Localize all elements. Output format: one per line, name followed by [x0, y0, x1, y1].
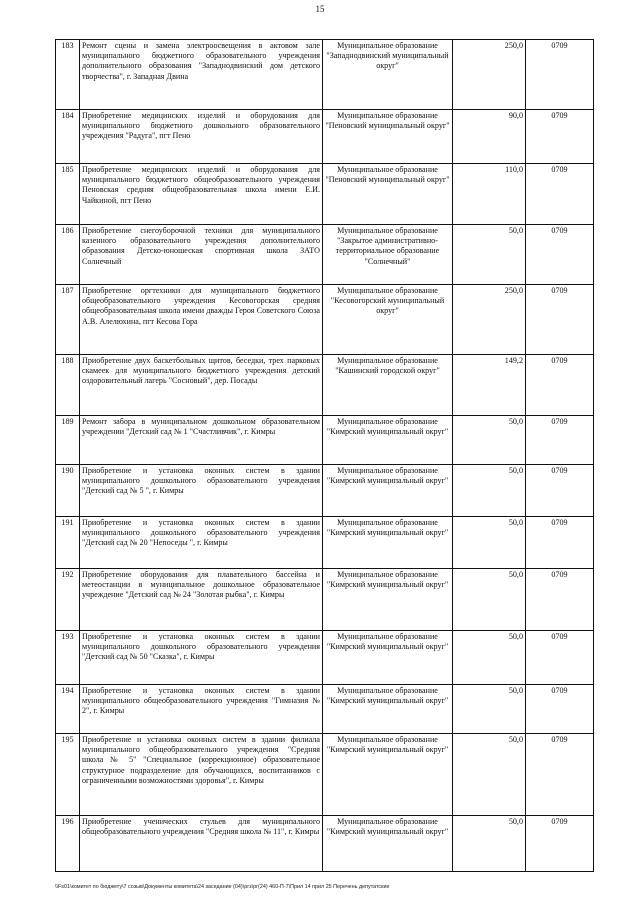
row-code: 0709 — [526, 734, 594, 816]
row-municipality: Муниципальное образование "Закрытое административно-территориальное образование "Солнечный" — [323, 225, 453, 285]
row-number: 191 — [56, 517, 80, 569]
row-municipality: Муниципальное образование "Кашинский городской округ" — [323, 355, 453, 416]
table-row — [56, 465, 594, 517]
table-row — [56, 517, 594, 569]
row-amount: 250,0 — [453, 40, 526, 110]
row-code: 0709 — [526, 164, 594, 225]
row-description: Ремонт сцены и замена электроосвещения в актовом зале муниципального бюджетного образовательного учреждения дополнительного образования "Западнодвинский дом детского творчества", г. Западная Двина — [80, 40, 323, 110]
page-number: 15 — [315, 4, 325, 14]
row-number: 187 — [56, 285, 80, 355]
row-number: 183 — [56, 40, 80, 110]
row-number: 188 — [56, 355, 80, 416]
table-row — [56, 110, 594, 164]
row-description: Приобретение оборудования для плавательного бассейна и метеостанции в муниципальное дошкольное образовательное учреждение "Детский сад № 24 "Золотая рыбка", г. Кимры — [80, 569, 323, 631]
row-amount: 250,0 — [453, 285, 526, 355]
row-code: 0709 — [526, 569, 594, 631]
row-number: 195 — [56, 734, 80, 816]
row-number: 189 — [56, 416, 80, 465]
row-code: 0709 — [526, 285, 594, 355]
row-code: 0709 — [526, 517, 594, 569]
table-row — [56, 225, 594, 285]
row-number: 196 — [56, 816, 80, 872]
allocation-table — [55, 39, 594, 872]
row-description: Приобретение и установка оконных систем в здании муниципального дошкольного образовательного учреждения "Детский сад № 50 "Сказка", г. Кимры — [80, 631, 323, 685]
row-municipality: Муниципальное образование "Кимрский муниципальный округ" — [323, 685, 453, 734]
row-amount: 90,0 — [453, 110, 526, 164]
table-row — [56, 285, 594, 355]
row-number: 185 — [56, 164, 80, 225]
row-description: Приобретение ученических стульев для муниципального общеобразовательного учреждения "Средняя школа № 11", г. Кимры — [80, 816, 323, 872]
row-amount: 110,0 — [453, 164, 526, 225]
table-row — [56, 734, 594, 816]
row-description: Приобретение медицинских изделий и оборудования для муниципального бюджетного дошкольного образовательного учреждения "Радуга", пгт Пено — [80, 110, 323, 164]
row-municipality: Муниципальное образование "Кимрский муниципальный округ" — [323, 517, 453, 569]
row-amount: 50,0 — [453, 685, 526, 734]
row-description: Приобретение и установка оконных систем в здании муниципального дошкольного образовательного учреждения "Детский сад № 5 ", г. Кимры — [80, 465, 323, 517]
row-code: 0709 — [526, 110, 594, 164]
row-municipality: Муниципальное образование "Пеновский муниципальный округ" — [323, 164, 453, 225]
table-row — [56, 685, 594, 734]
row-municipality: Муниципальное образование "Кимрский муниципальный округ" — [323, 416, 453, 465]
row-code: 0709 — [526, 631, 594, 685]
row-number: 193 — [56, 631, 80, 685]
row-amount: 50,0 — [453, 631, 526, 685]
row-description: Приобретение двух баскетбольных щитов, беседки, трех парковых скамеек для муниципального бюджетного учреждения детский оздоровительный лагерь "Сосновый", дер. Посады — [80, 355, 323, 416]
table-row — [56, 40, 594, 110]
row-municipality: Муниципальное образование "Кесовогорский муниципальный округ" — [323, 285, 453, 355]
row-municipality: Муниципальное образование "Пеновский муниципальный округ" — [323, 110, 453, 164]
row-code: 0709 — [526, 355, 594, 416]
row-description: Приобретение и установка оконных систем в здании муниципального дошкольного образовательного учреждения "Детский сад № 20 "Непоседы ", г. Кимры — [80, 517, 323, 569]
row-description: Приобретение оргтехники для муниципального бюджетного общеобразовательного учреждения Кесовогорская средняя общеобразовательная школа имени дважды Героя Советского Союза А.В. Алелюхина, пгт Кесова Гора — [80, 285, 323, 355]
row-amount: 50,0 — [453, 465, 526, 517]
row-code: 0709 — [526, 225, 594, 285]
row-code: 0709 — [526, 816, 594, 872]
row-municipality: Муниципальное образование "Западнодвинский муниципальный округ" — [323, 40, 453, 110]
row-municipality: Муниципальное образование "Кимрский муниципальный округ" — [323, 569, 453, 631]
row-code: 0709 — [526, 416, 594, 465]
table-row — [56, 416, 594, 465]
row-amount: 50,0 — [453, 569, 526, 631]
row-municipality: Муниципальное образование "Кимрский муниципальный округ" — [323, 816, 453, 872]
row-number: 192 — [56, 569, 80, 631]
row-description: Приобретение и установка оконных систем в здании филиала муниципального общеобразовательного учреждения "Средняя школа № 5" "Специальное (коррекционное) образовательное структурное подразделение для обучающихся, воспитанников с ограниченными возможностями здоровья", г. Кимры — [80, 734, 323, 816]
row-amount: 50,0 — [453, 517, 526, 569]
file-path-footer: \\Fs01\комитет по бюджету\7 созыв\Документы комитета\24 заседание (04)\ргз\рг(24) 460-П-7\Прил 14 прил 25 Перечень депутатские — [55, 884, 390, 890]
table-row — [56, 164, 594, 225]
row-description: Приобретение снегоуборочной техники для муниципального казенного образовательного учреждения дополнительного образования Детско-юношеская спортивная школа ЗАТО Солнечный — [80, 225, 323, 285]
row-code: 0709 — [526, 40, 594, 110]
row-amount: 50,0 — [453, 416, 526, 465]
row-description: Ремонт забора в муниципальном дошкольном образовательном учреждении "Детский сад № 1 "Счастливчик", г. Кимры — [80, 416, 323, 465]
row-number: 186 — [56, 225, 80, 285]
row-municipality: Муниципальное образование "Кимрский муниципальный округ" — [323, 631, 453, 685]
row-number: 194 — [56, 685, 80, 734]
row-description: Приобретение и установка оконных систем в здании муниципального общеобразовательного учреждения "Гимназия № 2", г. Кимры — [80, 685, 323, 734]
row-amount: 50,0 — [453, 816, 526, 872]
row-number: 184 — [56, 110, 80, 164]
row-amount: 50,0 — [453, 225, 526, 285]
table-row — [56, 631, 594, 685]
table-row — [56, 816, 594, 872]
table-row — [56, 569, 594, 631]
row-amount: 149,2 — [453, 355, 526, 416]
row-municipality: Муниципальное образование "Кимрский муниципальный округ" — [323, 734, 453, 816]
row-code: 0709 — [526, 465, 594, 517]
table-row — [56, 355, 594, 416]
row-municipality: Муниципальное образование "Кимрский муниципальный округ" — [323, 465, 453, 517]
row-description: Приобретение медицинских изделий и оборудования для муниципального бюджетного общеобразовательного учреждения Пеновская средняя общеобразовательная школа имени Е.И. Чайкиной, пгт Пено — [80, 164, 323, 225]
row-amount: 50,0 — [453, 734, 526, 816]
row-number: 190 — [56, 465, 80, 517]
row-code: 0709 — [526, 685, 594, 734]
